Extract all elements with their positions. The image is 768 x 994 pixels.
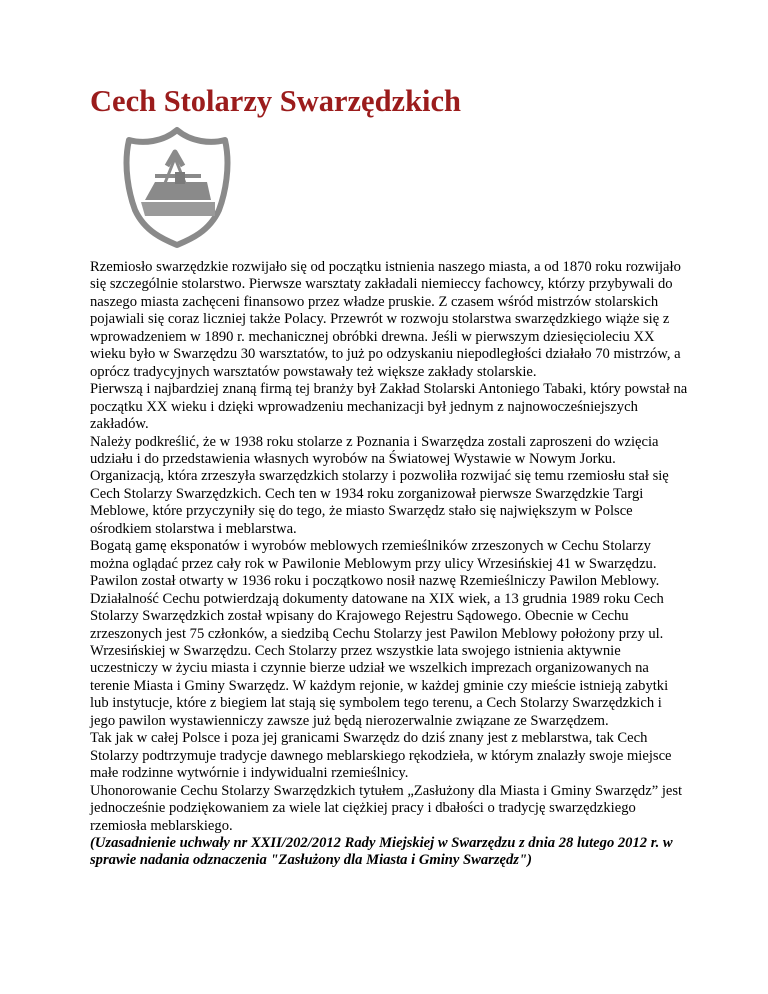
- paragraph: Działalność Cechu potwierdzają dokumenty datowane na XIX wiek, a 13 grudnia 1989 roku Cech Stolarzy Swarzędzkich został wpisany do Krajowego Rejestru Sądowego. Obecnie w Cechu zrzeszonych jest 75 członków, a siedzibą Cechu Stolarzy jest Pawilon Meblowy położony przy ul. Wrzesińskiej w Swarzędzu. Cech Stolarzy przez wszystkie lata swojego istnienia aktywnie uczestniczy w życiu miasta i czynnie bierze udział we wszelkich imprezach organizowanych na terenie Miasta i Gminy Swarzędz. W każdym rejonie, w każdej gminie czy mieście istnieją zabytki lub instytucje, które z biegiem lat stają się symbolem tego terenu, a Cech Stolarzy Swarzędzkich i jego pawilon wystawienniczy zawsze już będą nierozerwalnie związane ze Swarzędzem.: [90, 590, 669, 729]
- paragraph: Bogatą gamę eksponatów i wyrobów meblowych rzemieślników zrzeszonych w Cechu Stolarzy można oglądać przez cały rok w Pawilonie Meblowym przy ulicy Wrzesińskiej 41 w Swarzędzu. Pawilon został otwarty w 1936 roku i początkowo nosił nazwę Rzemieślniczy Pawilon Meblowy.: [90, 538, 660, 590]
- resolution-note: (Uzasadnienie uchwały nr XXII/202/2012 Rady Miejskiej w Swarzędzu z dnia 28 lutego 2012 r. w sprawie nadania odznaczenia "Zasłużony dla Miasta i Gminy Swarzędz"): [90, 834, 673, 869]
- article-body: [90, 259, 690, 870]
- paragraph: Uhonorowanie Cechu Stolarzy Swarzędzkich tytułem „Zasłużony dla Miasta i Gminy Swarzędz” jest jednocześnie podziękowaniem za wiele lat ciężkiej pracy i dbałości o tradycję swarzędzkiego rzemiosła meblarskiego.: [90, 782, 683, 834]
- paragraph: Rzemiosło swarzędzkie rozwijało się od początku istnienia naszego miasta, a od 1870 roku rozwijało się szczególnie stolarstwo. Pierwsze warsztaty zakładali niemieccy fachowcy, którzy przybywali do naszego miasta zachęceni finansowo przez władze pruskie. Z czasem wśród mistrzów stolarskich pojawiali się coraz liczniej także Polacy. Przewrót w rozwoju stolarstwa swarzędzkiego wiąże się z wprowadzeniem w 1890 r. mechanicznej obróbki drewna. Jeśli w pierwszym dziesięcioleciu XX wieku było w Swarzędzu 30 warsztatów, to już po odzyskaniu niepodległości działało 70 mistrzów, a oprócz tradycyjnych warsztatów powstawały też większe zakłady stolarskie.: [90, 259, 681, 380]
- page-title: Cech Stolarzy Swarzędzkich: [90, 84, 462, 118]
- paragraph: Organizacją, która zrzeszyła swarzędzkich stolarzy i pozwoliła rozwijać się temu rzemiosłu stał się Cech Stolarzy Swarzędzkich. Cech ten w 1934 roku zorganizował pierwsze Swarzędzkie Targi Meblowe, które przyczyniły się do tego, że miasto Swarzędz stało się największym w Polsce ośrodkiem stolarstwa i meblarstwa.: [90, 468, 669, 537]
- guild-logo: [115, 124, 240, 249]
- paragraph: Pierwszą i najbardziej znaną firmą tej branży był Zakład Stolarski Antoniego Tabaki, który powstał na początku XX wieku i dzięki wprowadzeniu mechanizacji był jednym z najnowocześniejszych zakładów.: [90, 381, 688, 433]
- paragraph: Tak jak w całej Polsce i poza jej granicami Swarzędz do dziś znany jest z meblarstwa, tak Cech Stolarzy podtrzymuje tradycje dawnego meblarskiego rękodzieła, w którym znalazły swoje miejsce małe rodzinne wytwórnie i indywidualni rzemieślnicy.: [90, 730, 672, 782]
- carpentry-guild-emblem-icon: [115, 124, 240, 249]
- paragraph: Należy podkreślić, że w 1938 roku stolarze z Poznania i Swarzędza zostali zaproszeni do wzięcia udziału i do przedstawienia własnych wyrobów na Światowej Wystawie w Nowym Jorku.: [90, 433, 659, 467]
